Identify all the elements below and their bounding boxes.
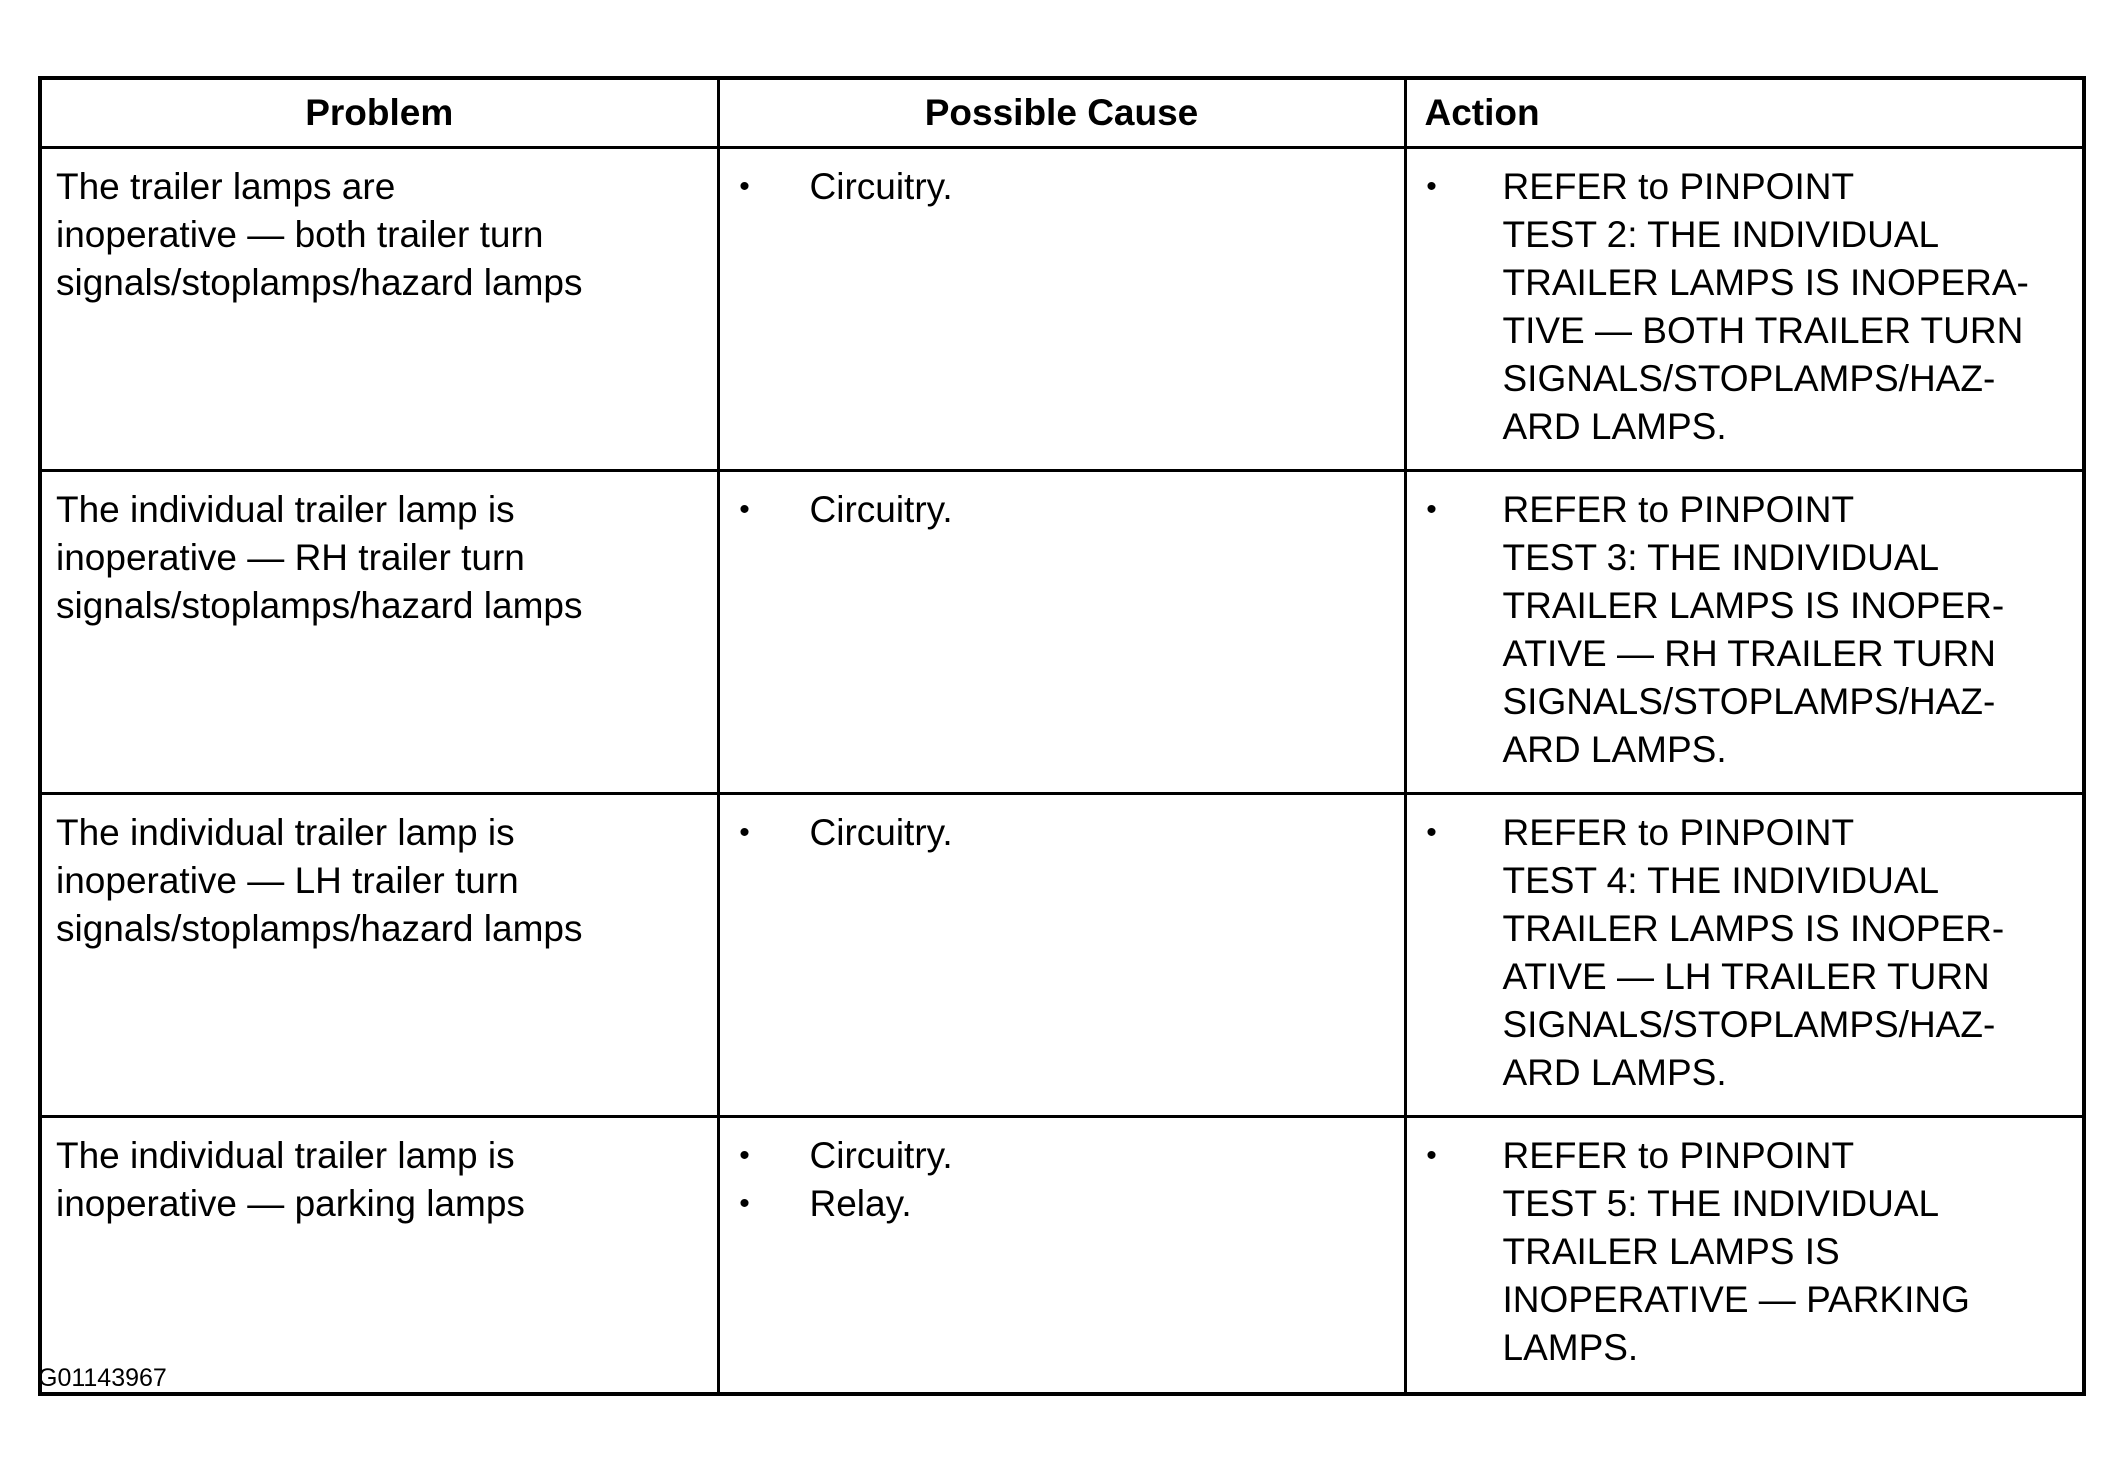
action-item (1419, 486, 2071, 774)
action-cell (1405, 1117, 2084, 1395)
problem-text: The individual trailer lamp is inoperative — LH trailer turn signals/stoplamps/hazard lamps (56, 812, 583, 949)
problem-cell (40, 471, 718, 794)
figure-id: G01143967 (38, 1364, 167, 1392)
table-row (40, 794, 2084, 1117)
bullet-icon: • (739, 493, 750, 526)
cause-item (732, 1180, 1392, 1228)
table-row (40, 471, 2084, 794)
cause-item (732, 1132, 1392, 1180)
cause-cell (718, 1117, 1405, 1395)
cause-item (732, 809, 1392, 857)
bullet-icon: • (739, 1139, 750, 1172)
action-list (1407, 795, 2083, 1097)
cause-text: Relay. (809, 1183, 912, 1224)
header-row (40, 78, 2084, 148)
action-list (1407, 1118, 2083, 1372)
problem-cell (40, 794, 718, 1117)
cause-text: Circuitry. (809, 1135, 953, 1176)
cause-cell (718, 794, 1405, 1117)
header-possible-cause: Possible Cause (718, 78, 1405, 148)
problem-text: The trailer lamps are inoperative — both trailer turn signals/stoplamps/hazard lamps (56, 166, 583, 303)
bullet-icon: • (1426, 493, 1437, 526)
action-item (1419, 1132, 2071, 1372)
action-cell (1405, 471, 2084, 794)
problem-cell (40, 1117, 718, 1395)
header-problem: Problem (40, 78, 718, 148)
table-row (40, 1117, 2084, 1395)
action-cell (1405, 794, 2084, 1117)
table-row (40, 148, 2084, 471)
cause-list (720, 795, 1404, 857)
problem-text: The individual trailer lamp is inoperative — parking lamps (56, 1135, 525, 1224)
action-text: REFER to PINPOINT TEST 2: THE INDIVIDUAL TRAILER LAMPS IS INOPERA- TIVE — BOTH TRAILER TURN SIGNALS/STOPLAMPS/HAZ- ARD LAMPS. (1502, 166, 2029, 447)
cause-item (732, 163, 1392, 211)
action-list (1407, 472, 2083, 774)
action-list (1407, 149, 2083, 451)
cause-text: Circuitry. (809, 812, 953, 853)
cause-list (720, 472, 1404, 534)
cause-list (720, 1118, 1404, 1228)
problem-cell (40, 148, 718, 471)
cause-text: Circuitry. (809, 489, 953, 530)
bullet-icon: • (1426, 170, 1437, 203)
cause-text: Circuitry. (809, 166, 953, 207)
action-item (1419, 163, 2071, 451)
bullet-icon: • (739, 816, 750, 849)
action-text: REFER to PINPOINT TEST 4: THE INDIVIDUAL TRAILER LAMPS IS INOPER- ATIVE — LH TRAILER TURN SIGNALS/STOPLAMPS/HAZ- ARD LAMPS. (1502, 812, 2005, 1093)
action-text: REFER to PINPOINT TEST 3: THE INDIVIDUAL TRAILER LAMPS IS INOPER- ATIVE — RH TRAILER TURN SIGNALS/STOPLAMPS/HAZ- ARD LAMPS. (1502, 489, 2005, 770)
bullet-icon: • (739, 1187, 750, 1220)
header-action: Action (1405, 78, 2084, 148)
bullet-icon: • (739, 170, 750, 203)
action-text: REFER to PINPOINT TEST 5: THE INDIVIDUAL TRAILER LAMPS IS INOPERATIVE — PARKING LAMPS. (1502, 1135, 1970, 1368)
cause-item (732, 486, 1392, 534)
action-cell (1405, 148, 2084, 471)
bullet-icon: • (1426, 1139, 1437, 1172)
bullet-icon: • (1426, 816, 1437, 849)
cause-cell (718, 148, 1405, 471)
diagnostic-table (38, 76, 2086, 1396)
problem-text: The individual trailer lamp is inoperative — RH trailer turn signals/stoplamps/hazard lamps (56, 489, 583, 626)
cause-list (720, 149, 1404, 211)
cause-cell (718, 471, 1405, 794)
action-item (1419, 809, 2071, 1097)
